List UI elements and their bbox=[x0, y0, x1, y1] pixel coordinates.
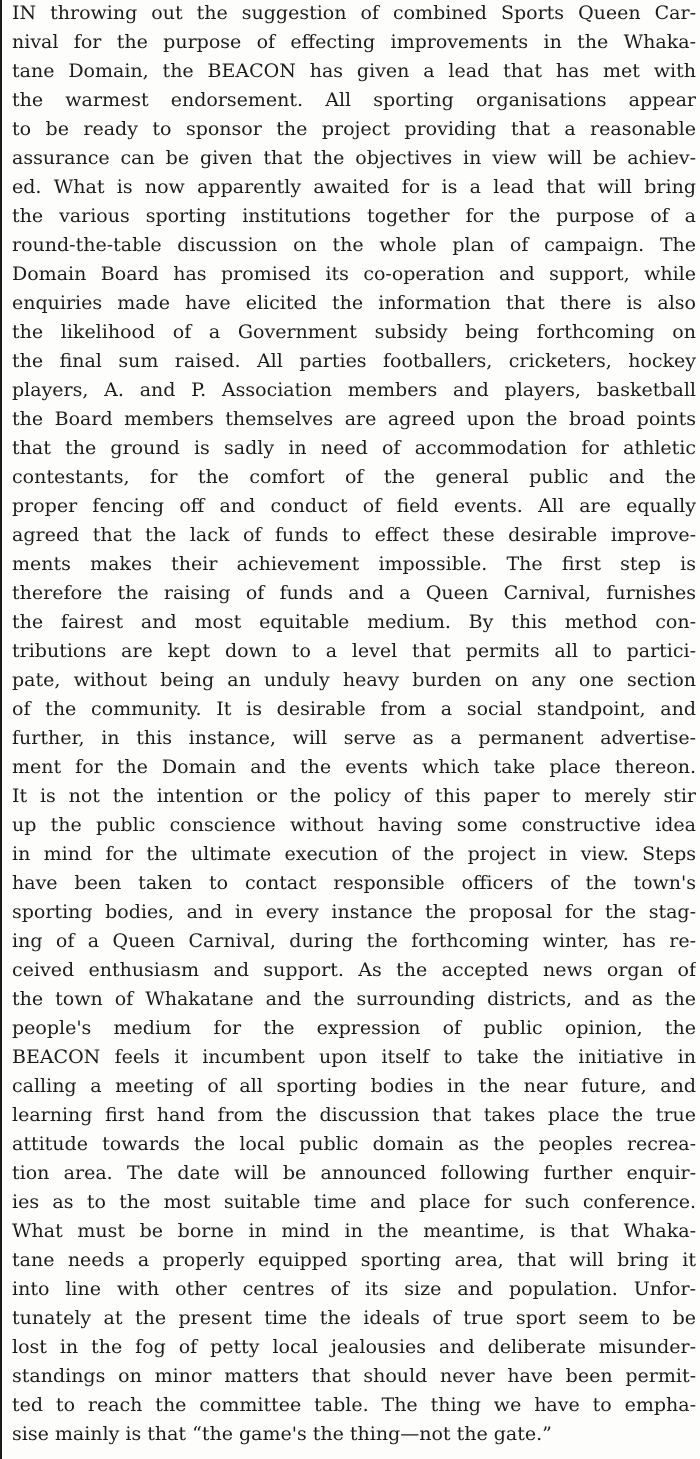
article-line: agreed that the lack of funds to effect these desirable improve- bbox=[12, 524, 696, 546]
article-line: ments makes their achievement impossible. The first step is bbox=[12, 553, 696, 575]
article-line: people's medium for the expression of public opinion, the bbox=[12, 1017, 696, 1039]
article-line-final: sise mainly is that “the game's the thing—not the gate.” bbox=[12, 1423, 552, 1445]
article-line: calling a meeting of all sporting bodies in the near future, and bbox=[12, 1075, 696, 1097]
article-line: learning first hand from the discussion that takes place the true bbox=[12, 1104, 696, 1126]
article-line: the fairest and most equitable medium. By this method con- bbox=[12, 611, 696, 633]
article-line: of the community. It is desirable from a social standpoint, and bbox=[12, 698, 696, 720]
article-line: players, A. and P. Association members and players, basketball bbox=[12, 379, 696, 401]
article-line: What must be borne in mind in the meantime, is that Whaka- bbox=[12, 1220, 696, 1242]
article-line: tunately at the present time the ideals of true sport seem to be bbox=[12, 1307, 696, 1329]
article-line: lost in the fog of petty local jealousies and deliberate misunder- bbox=[12, 1336, 696, 1358]
article-line: proper fencing off and conduct of field events. All are equally bbox=[12, 495, 696, 517]
article-line: nival for the purpose of effecting improvements in the Whaka- bbox=[12, 31, 696, 53]
article-line: the likelihood of a Government subsidy being forthcoming on bbox=[12, 321, 696, 343]
article-line: tion area. The date will be announced following further enquir- bbox=[12, 1162, 696, 1184]
article-line: that the ground is sadly in need of accommodation for athletic bbox=[12, 437, 696, 459]
article-line: the various sporting institutions together for the purpose of a bbox=[12, 205, 696, 227]
article-line: tane Domain, the BEACON has given a lead that has met with bbox=[12, 60, 696, 82]
article-line: sporting bodies, and in every instance the proposal for the stag- bbox=[12, 901, 696, 923]
article-line: further, in this instance, will serve as a permanent advertise- bbox=[12, 727, 696, 749]
article-line: ies as to the most suitable time and place for such conference. bbox=[12, 1191, 696, 1213]
article-line: the final sum raised. All parties footballers, cricketers, hockey bbox=[12, 350, 696, 372]
article-line: therefore the raising of funds and a Queen Carnival, furnishes bbox=[12, 582, 696, 604]
article-line: round-the-table discussion on the whole plan of campaign. The bbox=[12, 234, 696, 256]
article-line: IN throwing out the suggestion of combined Sports Queen Car- bbox=[12, 2, 696, 24]
article-line: BEACON feels it incumbent upon itself to take the initiative in bbox=[12, 1046, 696, 1068]
article-line: ing of a Queen Carnival, during the forthcoming winter, has re- bbox=[12, 930, 696, 952]
article-line: the warmest endorsement. All sporting organisations appear bbox=[12, 89, 696, 111]
article-line: in mind for the ultimate execution of the project in view. Steps bbox=[12, 843, 696, 865]
article-line: into line with other centres of its size and population. Unfor- bbox=[12, 1278, 696, 1300]
article-line: ment for the Domain and the events which take place thereon. bbox=[12, 756, 696, 778]
article-line: enquiries made have elicited the information that there is also bbox=[12, 292, 696, 314]
article-line: assurance can be given that the objectives in view will be achiev- bbox=[12, 147, 696, 169]
article-line: pate, without being an unduly heavy burden on any one section bbox=[12, 669, 696, 691]
article-line: attitude towards the local public domain as the peoples recrea- bbox=[12, 1133, 696, 1155]
article-line: ted to reach the committee table. The thing we have to empha- bbox=[12, 1394, 696, 1416]
article-line: the Board members themselves are agreed upon the broad points bbox=[12, 408, 696, 430]
article-line: standings on minor matters that should never have been permit- bbox=[12, 1365, 696, 1387]
article-line: the town of Whakatane and the surrounding districts, and as the bbox=[12, 988, 696, 1010]
article-line: tane needs a properly equipped sporting area, that will bring it bbox=[12, 1249, 696, 1271]
article-line: ed. What is now apparently awaited for is a lead that will bring bbox=[12, 176, 696, 198]
article-line: ceived enthusiasm and support. As the accepted news organ of bbox=[12, 959, 696, 981]
article-line: up the public conscience without having some constructive idea bbox=[12, 814, 696, 836]
article-line: tributions are kept down to a level that permits all to partici- bbox=[12, 640, 696, 662]
article-line: have been taken to contact responsible officers of the town's bbox=[12, 872, 696, 894]
article-line: contestants, for the comfort of the general public and the bbox=[12, 466, 696, 488]
article-line: to be ready to sponsor the project providing that a reasonable bbox=[12, 118, 696, 140]
article-line: Domain Board has promised its co-operation and support, while bbox=[12, 263, 696, 285]
article-line: It is not the intention or the policy of this paper to merely stir bbox=[12, 785, 696, 807]
